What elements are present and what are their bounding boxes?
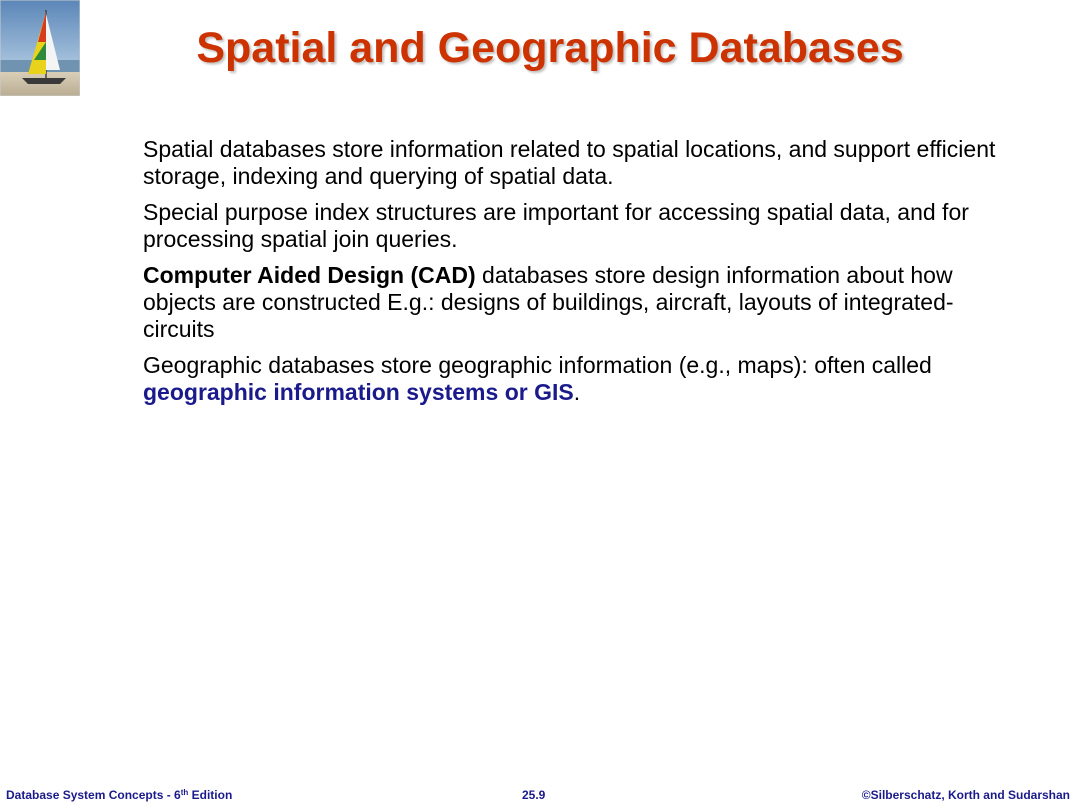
- paragraph-index-structures: Special purpose index structures are important for accessing spatial data, and for processing spatial join queries.: [143, 199, 969, 252]
- footer-page-number: 25.9: [522, 788, 546, 802]
- footer-book-title-main: Database System Concepts - 6: [6, 788, 181, 802]
- paragraph-cad: [143, 262, 1003, 343]
- footer-edition-word: Edition: [188, 788, 233, 802]
- sailboat-logo: [0, 0, 80, 96]
- slide-footer: [0, 788, 1080, 806]
- footer-book-title: [6, 788, 232, 802]
- slide-body: [143, 136, 1003, 415]
- gis-term: geographic information systems or GIS: [143, 379, 574, 405]
- slide-title: Spatial and Geographic Databases: [196, 24, 904, 72]
- footer-copyright: ©Silberschatz, Korth and Sudarshan: [861, 788, 1070, 802]
- paragraph-geographic: [143, 352, 1003, 406]
- sailboat-icon: [0, 0, 80, 96]
- cad-description: databases store design information about how objects are constructed E.g.: designs of buildings, aircraft, layouts of integrated-circuits: [143, 262, 954, 342]
- paragraph-spatial-databases: Spatial databases store information related to spatial locations, and support efficient storage, indexing and querying of spatial data.: [143, 136, 996, 189]
- geographic-description: Geographic databases store geographic information (e.g., maps): often called: [143, 352, 932, 378]
- footer-edition-sup: th: [180, 788, 189, 797]
- cad-term: Computer Aided Design (CAD): [143, 262, 476, 288]
- geographic-period: .: [573, 379, 581, 405]
